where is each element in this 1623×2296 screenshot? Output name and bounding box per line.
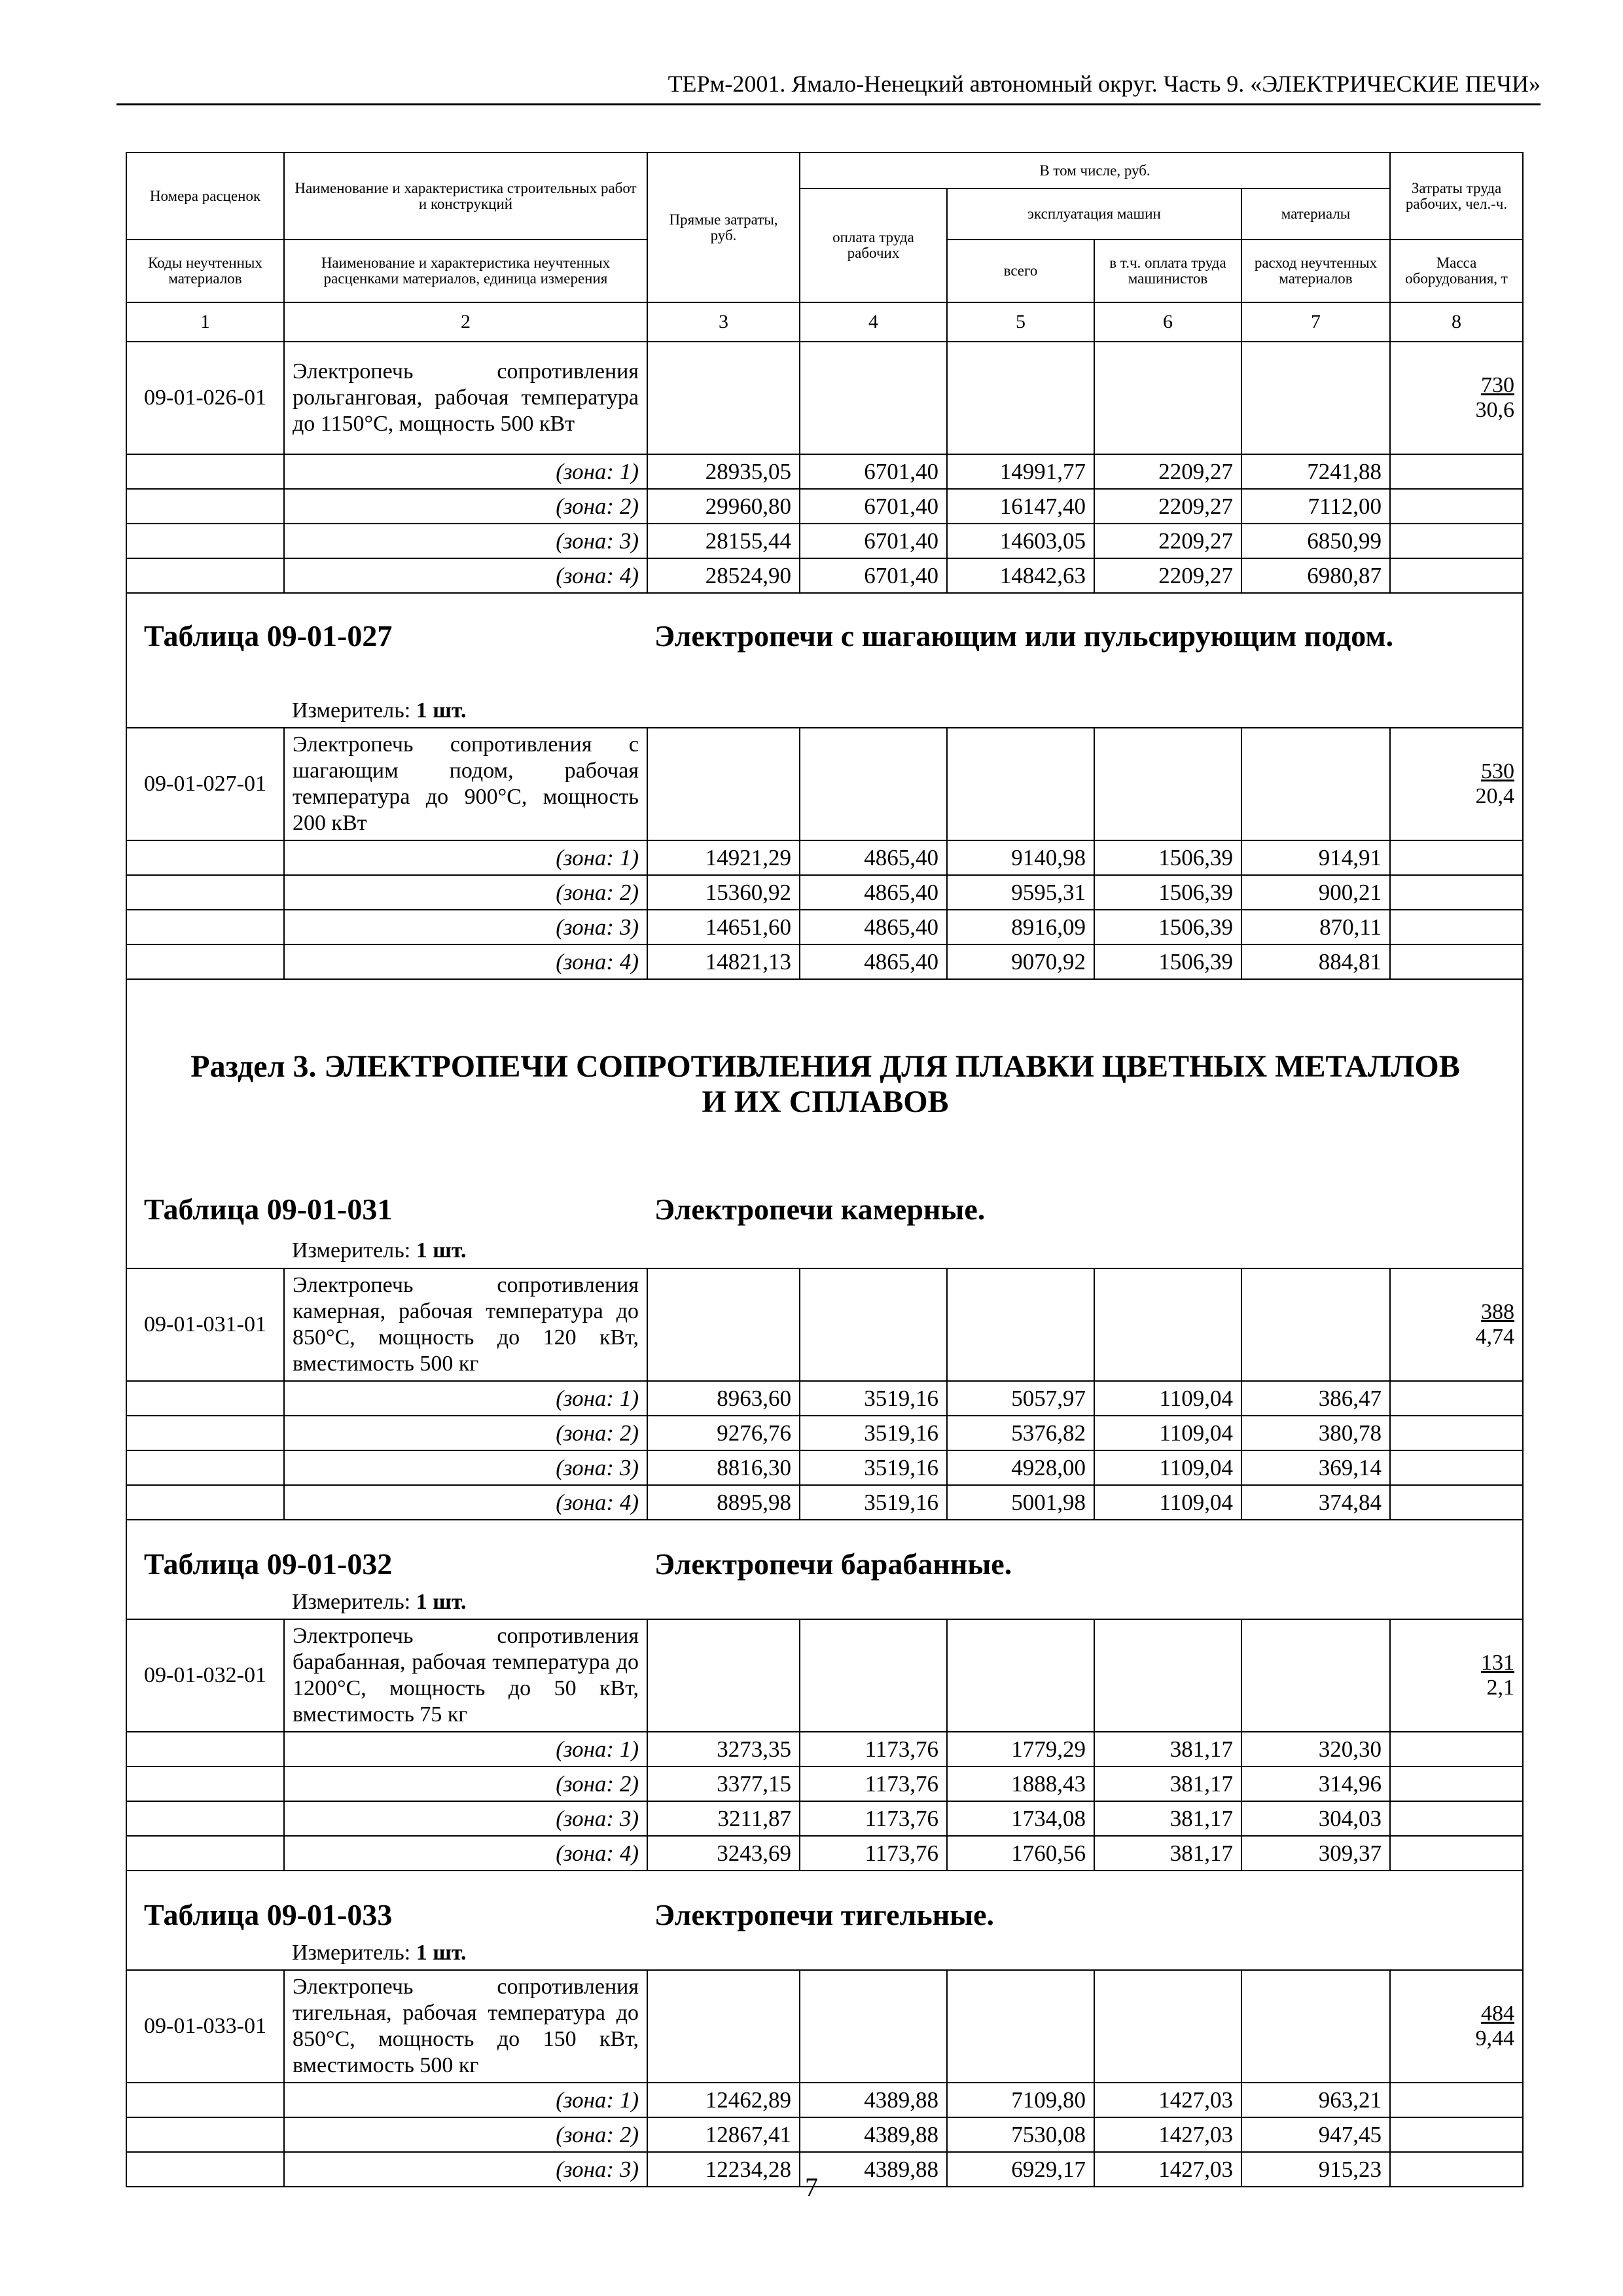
materials-cost: 309,37	[1241, 1836, 1390, 1871]
zone-label: (зона: 1)	[284, 840, 647, 875]
direct-costs: 8895,98	[647, 1485, 800, 1520]
direct-costs: 8963,60	[647, 1381, 800, 1416]
worker-wages: 4389,88	[800, 2152, 947, 2187]
running-header: ТЕРм-2001. Ямало-Ненецкий автономный округ. Часть 9. «ЭЛЕКТРИЧЕСКИЕ ПЕЧИ»	[668, 71, 1541, 97]
rate-description: Электропечь сопротивления с шагающим подом, рабочая температура до 900°С, мощность 200 кВт	[284, 728, 647, 840]
machines-total: 8916,09	[947, 910, 1094, 944]
operator-wages: 1506,39	[1094, 840, 1241, 875]
rate-description: Электропечь сопротивления рольганговая, рабочая температура до 1150°С, мощность 500 кВт	[284, 342, 647, 454]
table-name: Таблица 09-01-033	[144, 1898, 393, 1931]
header-rule	[116, 103, 1541, 105]
operator-wages: 2209,27	[1094, 558, 1241, 593]
worker-wages: 1173,76	[800, 1732, 947, 1767]
operator-wages: 2209,27	[1094, 489, 1241, 524]
zone-label: (зона: 2)	[284, 1767, 647, 1801]
zone-row	[126, 910, 1523, 944]
zone-row	[126, 1416, 1523, 1450]
materials-cost: 7112,00	[1241, 489, 1390, 524]
zone-label: (зона: 2)	[284, 489, 647, 524]
machines-total: 5057,97	[947, 1381, 1094, 1416]
labor-hours: 388	[1481, 1300, 1515, 1324]
operator-wages: 381,17	[1094, 1732, 1241, 1767]
machines-total: 1760,56	[947, 1836, 1094, 1871]
mass-fraction	[1390, 1268, 1523, 1381]
page-number: 7	[805, 2172, 818, 2202]
col8-top-header: Затраты труда рабочих, чел.-ч.	[1390, 152, 1523, 240]
direct-costs: 12867,41	[647, 2117, 800, 2152]
materials-header: материалы	[1241, 188, 1390, 240]
measure-unit	[292, 1590, 467, 1615]
materials-cost: 320,30	[1241, 1732, 1390, 1767]
operator-wages: 2209,27	[1094, 454, 1241, 489]
rate-code: 09-01-033-01	[126, 1970, 284, 2083]
col-number: 5	[947, 302, 1094, 342]
table-name: Таблица 09-01-027	[144, 619, 393, 653]
col1-bottom-header: Коды неучтенных материалов	[126, 240, 284, 302]
materials-cost: 374,84	[1241, 1485, 1390, 1520]
mass-fraction	[1390, 342, 1523, 454]
operator-wages: 1109,04	[1094, 1416, 1241, 1450]
col8-bottom-header: Масса оборудования, т	[1390, 240, 1523, 302]
operator-wages: 1109,04	[1094, 1450, 1241, 1485]
operator-wages: 1427,03	[1094, 2083, 1241, 2117]
zone-row	[126, 1801, 1523, 1836]
materials-cost: 870,11	[1241, 910, 1390, 944]
zone-label: (зона: 3)	[284, 2152, 647, 2187]
worker-wages: 1173,76	[800, 1767, 947, 1801]
zone-row	[126, 875, 1523, 910]
zone-label: (зона: 3)	[284, 910, 647, 944]
zone-row	[126, 1485, 1523, 1520]
direct-costs: 28155,44	[647, 524, 800, 558]
zone-label: (зона: 4)	[284, 944, 647, 979]
machines-total: 6929,17	[947, 2152, 1094, 2187]
direct-costs: 12462,89	[647, 2083, 800, 2117]
col-number: 2	[284, 302, 647, 342]
machines-total: 7109,80	[947, 2083, 1094, 2117]
zone-row	[126, 1767, 1523, 1801]
equipment-mass: 2,1	[1486, 1676, 1515, 1700]
table-name: Таблица 09-01-032	[144, 1547, 393, 1581]
materials-cost: 6980,87	[1241, 558, 1390, 593]
worker-wages: 4865,40	[800, 944, 947, 979]
including-header: В том числе, руб.	[800, 152, 1390, 188]
zone-row	[126, 454, 1523, 489]
labor-hours: 131	[1481, 1651, 1515, 1675]
direct-costs: 14821,13	[647, 944, 800, 979]
worker-wages: 1173,76	[800, 1836, 947, 1871]
materials-cost: 914,91	[1241, 840, 1390, 875]
materials-cost: 380,78	[1241, 1416, 1390, 1450]
machines-total: 1779,29	[947, 1732, 1094, 1767]
col5-header: всего	[947, 240, 1094, 302]
worker-wages: 6701,40	[800, 558, 947, 593]
col-number: 8	[1390, 302, 1523, 342]
direct-costs: 28935,05	[647, 454, 800, 489]
table-title: Электропечи тигельные.	[654, 1898, 995, 1931]
rate-code: 09-01-031-01	[126, 1268, 284, 1381]
rate-description: Электропечь сопротивления барабанная, рабочая температура до 1200°С, мощность до 50 кВт, вместимость 75 кг	[284, 1619, 647, 1732]
zone-label: (зона: 3)	[284, 524, 647, 558]
zone-row	[126, 2117, 1523, 2152]
materials-cost: 947,45	[1241, 2117, 1390, 2152]
measure-unit	[292, 1941, 467, 1965]
zone-row	[126, 489, 1523, 524]
worker-wages: 4389,88	[800, 2083, 947, 2117]
zone-label: (зона: 4)	[284, 558, 647, 593]
materials-cost: 884,81	[1241, 944, 1390, 979]
labor-hours: 530	[1481, 759, 1515, 783]
price-table	[126, 152, 1524, 2187]
machines-total: 14842,63	[947, 558, 1094, 593]
machines-total: 14991,77	[947, 454, 1094, 489]
zone-row	[126, 944, 1523, 979]
machines-total: 5376,82	[947, 1416, 1094, 1450]
materials-cost: 314,96	[1241, 1767, 1390, 1801]
direct-costs: 14921,29	[647, 840, 800, 875]
direct-costs: 15360,92	[647, 875, 800, 910]
worker-wages: 1173,76	[800, 1801, 947, 1836]
zone-row	[126, 1836, 1523, 1871]
equipment-mass: 4,74	[1475, 1325, 1515, 1349]
col-number: 1	[126, 302, 284, 342]
table-title: Электропечи с шагающим или пульсирующим подом.	[654, 619, 1394, 653]
measure-unit	[292, 698, 467, 723]
worker-wages: 3519,16	[800, 1416, 947, 1450]
materials-cost: 963,21	[1241, 2083, 1390, 2117]
table-name: Таблица 09-01-031	[144, 1193, 393, 1226]
operator-wages: 381,17	[1094, 1801, 1241, 1836]
operator-wages: 2209,27	[1094, 524, 1241, 558]
direct-costs: 8816,30	[647, 1450, 800, 1485]
machines-total: 7530,08	[947, 2117, 1094, 2152]
machines-total: 9595,31	[947, 875, 1094, 910]
materials-cost: 915,23	[1241, 2152, 1390, 2187]
col6-header: в т.ч. оплата труда машинистов	[1094, 240, 1241, 302]
rate-code: 09-01-032-01	[126, 1619, 284, 1732]
materials-cost: 369,14	[1241, 1450, 1390, 1485]
direct-costs: 29960,80	[647, 489, 800, 524]
section-title	[127, 1049, 1524, 1120]
operator-wages: 1109,04	[1094, 1381, 1241, 1416]
rate-description: Электропечь сопротивления камерная, рабочая температура до 850°С, мощность до 120 кВт, вместимость 500 кг	[284, 1268, 647, 1381]
operator-wages: 1506,39	[1094, 910, 1241, 944]
zone-label: (зона: 1)	[284, 1381, 647, 1416]
worker-wages: 3519,16	[800, 1485, 947, 1520]
direct-costs: 3211,87	[647, 1801, 800, 1836]
operator-wages: 1506,39	[1094, 944, 1241, 979]
operator-wages: 1427,03	[1094, 2152, 1241, 2187]
col-number: 7	[1241, 302, 1390, 342]
measure-value: 1 шт.	[416, 1590, 467, 1614]
worker-wages: 6701,40	[800, 489, 947, 524]
mass-fraction	[1390, 728, 1523, 840]
measure-value: 1 шт.	[416, 1238, 467, 1263]
zone-row	[126, 1381, 1523, 1416]
zone-row	[126, 1450, 1523, 1485]
zone-row	[126, 2083, 1523, 2117]
col2-bottom-header: Наименование и характеристика неучтенных расценками материалов, единица измерения	[284, 240, 647, 302]
measure-label: Измеритель:	[292, 1238, 411, 1263]
worker-wages: 4865,40	[800, 910, 947, 944]
materials-cost: 304,03	[1241, 1801, 1390, 1836]
col3-header: Прямые затраты, руб.	[647, 152, 800, 302]
equipment-mass: 20,4	[1475, 784, 1515, 808]
section-title-line: Раздел 3. ЭЛЕКТРОПЕЧИ СОПРОТИВЛЕНИЯ ДЛЯ ПЛАВКИ ЦВЕТНЫХ МЕТАЛЛОВ	[190, 1049, 1460, 1084]
measure-label: Измеритель:	[292, 1941, 411, 1965]
machines-total: 4928,00	[947, 1450, 1094, 1485]
zone-label: (зона: 2)	[284, 1416, 647, 1450]
worker-wages: 3519,16	[800, 1450, 947, 1485]
direct-costs: 3273,35	[647, 1732, 800, 1767]
zone-label: (зона: 3)	[284, 1450, 647, 1485]
operator-wages: 1109,04	[1094, 1485, 1241, 1520]
direct-costs: 3377,15	[647, 1767, 800, 1801]
worker-wages: 6701,40	[800, 454, 947, 489]
zone-row	[126, 840, 1523, 875]
operator-wages: 1506,39	[1094, 875, 1241, 910]
mass-fraction	[1390, 1619, 1523, 1732]
zone-label: (зона: 2)	[284, 875, 647, 910]
table-title: Электропечи камерные.	[654, 1193, 986, 1226]
col-number: 4	[800, 302, 947, 342]
equipment-mass: 30,6	[1475, 398, 1515, 422]
direct-costs: 28524,90	[647, 558, 800, 593]
zone-label: (зона: 4)	[284, 1485, 647, 1520]
materials-cost: 7241,88	[1241, 454, 1390, 489]
labor-hours: 484	[1481, 2001, 1515, 2026]
labor-hours: 730	[1481, 373, 1515, 397]
zone-row	[126, 524, 1523, 558]
zone-label: (зона: 1)	[284, 1732, 647, 1767]
measure-unit	[292, 1238, 467, 1263]
operator-wages: 1427,03	[1094, 2117, 1241, 2152]
measure-value: 1 шт.	[416, 1941, 467, 1965]
direct-costs: 9276,76	[647, 1416, 800, 1450]
worker-wages: 3519,16	[800, 1381, 947, 1416]
measure-label: Измеритель:	[292, 1590, 411, 1614]
operator-wages: 381,17	[1094, 1836, 1241, 1871]
zone-label: (зона: 4)	[284, 1836, 647, 1871]
machines-header: эксплуатация машин	[947, 188, 1241, 240]
worker-wages: 4389,88	[800, 2117, 947, 2152]
col-number: 3	[647, 302, 800, 342]
zone-label: (зона: 1)	[284, 2083, 647, 2117]
machines-total: 1734,08	[947, 1801, 1094, 1836]
machines-total: 9070,92	[947, 944, 1094, 979]
rate-description: Электропечь сопротивления тигельная, рабочая температура до 850°С, мощность до 150 кВт, вместимость 500 кг	[284, 1970, 647, 2083]
zone-label: (зона: 1)	[284, 454, 647, 489]
measure-label: Измеритель:	[292, 698, 411, 723]
rate-code: 09-01-027-01	[126, 728, 284, 840]
section-title-line: И ИХ СПЛАВОВ	[702, 1085, 949, 1119]
col2-top-header: Наименование и характеристика строительных работ и конструкций	[284, 152, 647, 240]
direct-costs: 14651,60	[647, 910, 800, 944]
machines-total: 16147,40	[947, 489, 1094, 524]
table-title: Электропечи барабанные.	[654, 1547, 1012, 1581]
zone-row	[126, 1732, 1523, 1767]
worker-wages: 4865,40	[800, 840, 947, 875]
machines-total: 9140,98	[947, 840, 1094, 875]
machines-total: 14603,05	[947, 524, 1094, 558]
materials-cost: 900,21	[1241, 875, 1390, 910]
operator-wages: 381,17	[1094, 1767, 1241, 1801]
equipment-mass: 9,44	[1475, 2026, 1515, 2051]
mass-fraction	[1390, 1970, 1523, 2083]
col-number: 6	[1094, 302, 1241, 342]
zone-label: (зона: 3)	[284, 1801, 647, 1836]
zone-label: (зона: 2)	[284, 2117, 647, 2152]
machines-total: 1888,43	[947, 1767, 1094, 1801]
worker-wages: 4865,40	[800, 875, 947, 910]
measure-value: 1 шт.	[416, 698, 467, 723]
materials-cost: 6850,99	[1241, 524, 1390, 558]
rate-code: 09-01-026-01	[126, 342, 284, 454]
col1-top-header: Номера расценок	[126, 152, 284, 240]
zone-row	[126, 558, 1523, 593]
col7-header: расход неучтенных материалов	[1241, 240, 1390, 302]
direct-costs: 12234,28	[647, 2152, 800, 2187]
worker-wages: 6701,40	[800, 524, 947, 558]
col4-header: оплата труда рабочих	[800, 188, 947, 302]
materials-cost: 386,47	[1241, 1381, 1390, 1416]
machines-total: 5001,98	[947, 1485, 1094, 1520]
direct-costs: 3243,69	[647, 1836, 800, 1871]
